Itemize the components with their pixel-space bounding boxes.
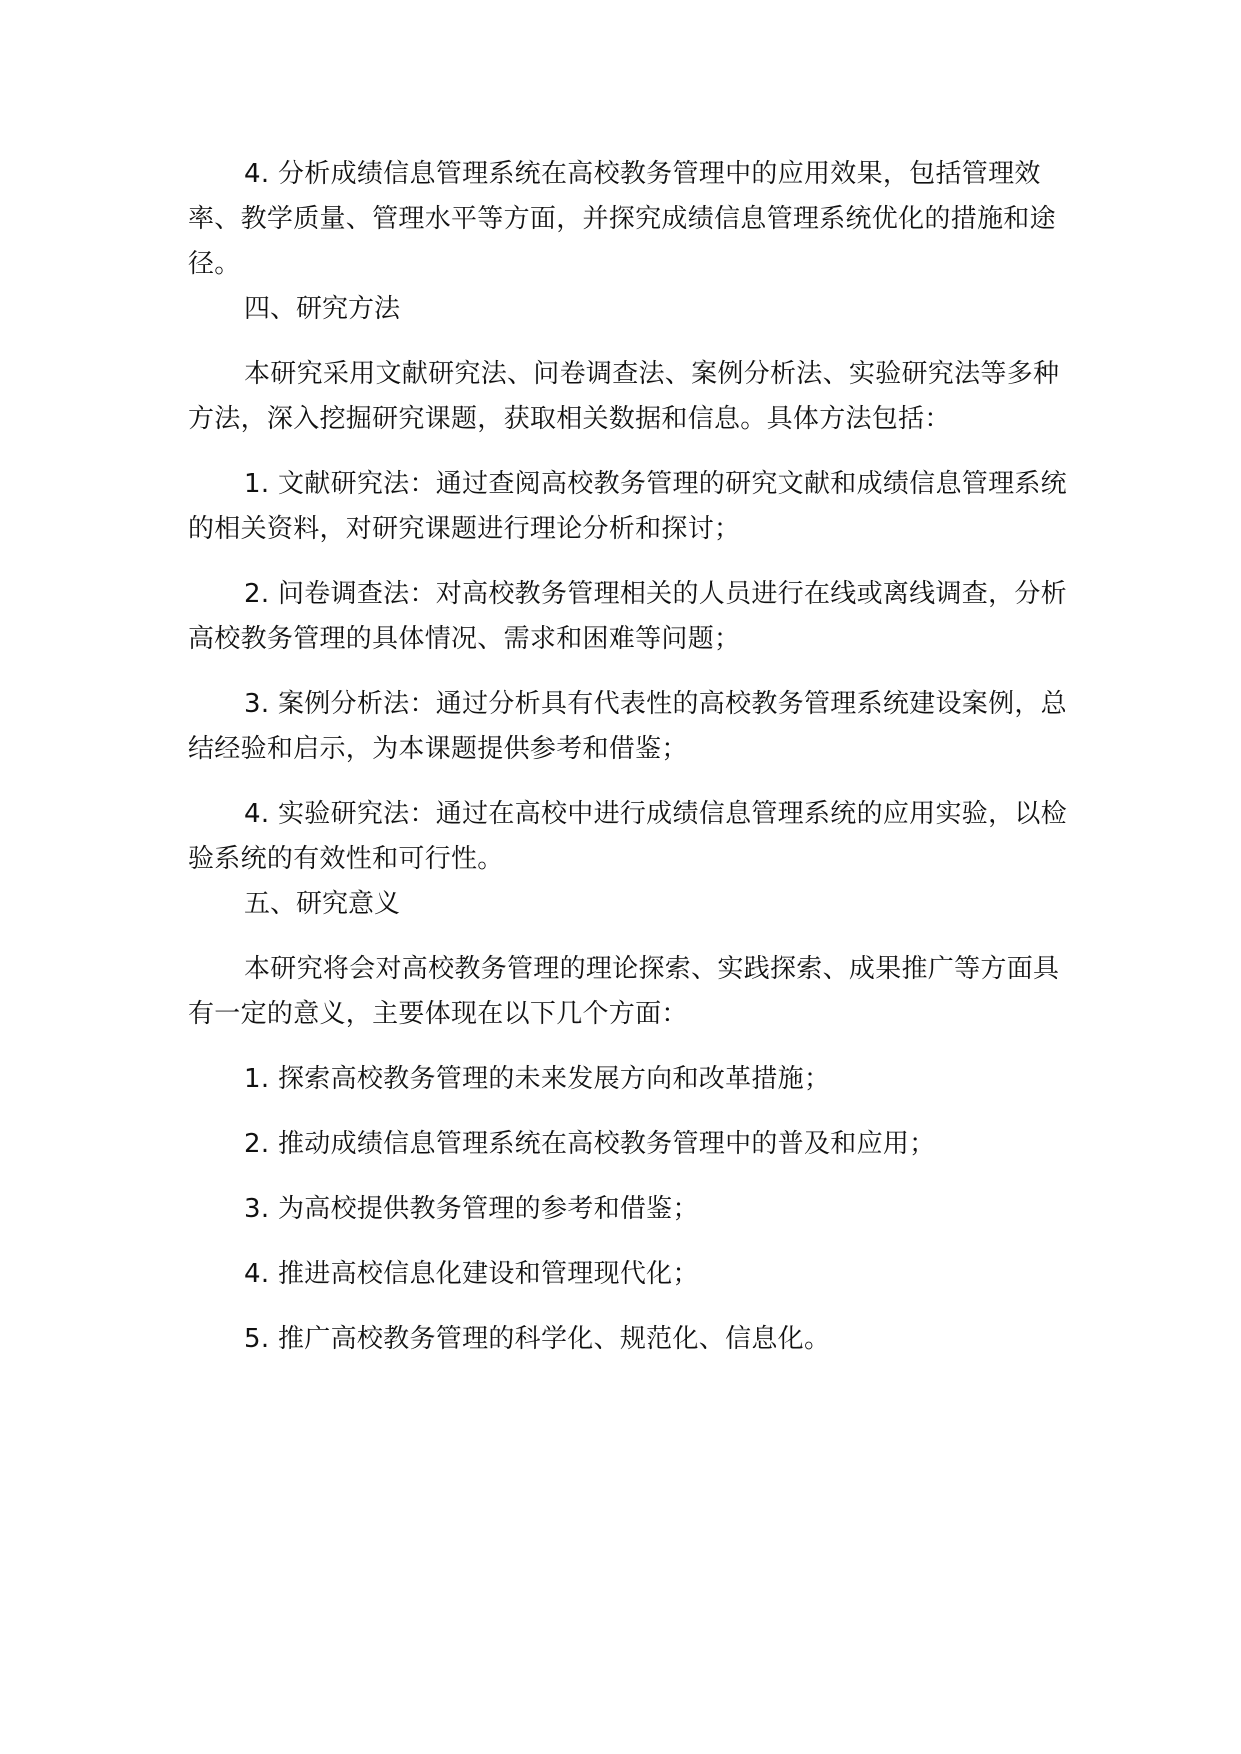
paragraph-significance-1: 1. 探索高校教务管理的未来发展方向和改革措施； — [244, 1064, 831, 1094]
paragraph-significance-intro: 本研究将会对高校教务管理的理论探索、实践探索、成果推广等方面具有一定的意义，主要体现在以下几个方面： — [188, 954, 1060, 1029]
document-body — [188, 152, 1068, 1362]
section-heading-research-significance: 五、研究意义 — [244, 889, 401, 919]
paragraph-item-4-analysis: 4. 分析成绩信息管理系统在高校教务管理中的应用效果，包括管理效率、教学质量、管理水平等方面，并探究成绩信息管理系统优化的措施和途径。 — [188, 159, 1056, 279]
paragraph-method-3-case: 3. 案例分析法：通过分析具有代表性的高校教务管理系统建设案例，总结经验和启示，为本课题提供参考和借鉴； — [188, 689, 1067, 764]
paragraph-method-2-survey: 2. 问卷调查法：对高校教务管理相关的人员进行在线或离线调查，分析高校教务管理的具体情况、需求和困难等问题； — [188, 579, 1067, 654]
paragraph-significance-5: 5. 推广高校教务管理的科学化、规范化、信息化。 — [244, 1324, 831, 1354]
paragraph-significance-4: 4. 推进高校信息化建设和管理现代化； — [244, 1259, 699, 1289]
paragraph-significance-3: 3. 为高校提供教务管理的参考和借鉴； — [244, 1194, 699, 1224]
paragraph-method-4-experiment: 4. 实验研究法：通过在高校中进行成绩信息管理系统的应用实验，以检验系统的有效性和可行性。 — [188, 799, 1067, 874]
paragraph-method-1-literature: 1. 文献研究法：通过查阅高校教务管理的研究文献和成绩信息管理系统的相关资料，对研究课题进行理论分析和探讨； — [188, 469, 1067, 544]
section-heading-research-methods: 四、研究方法 — [244, 294, 401, 324]
paragraph-methods-intro: 本研究采用文献研究法、问卷调查法、案例分析法、实验研究法等多种方法，深入挖掘研究课题，获取相关数据和信息。具体方法包括： — [188, 359, 1060, 434]
paragraph-significance-2: 2. 推动成绩信息管理系统在高校教务管理中的普及和应用； — [244, 1129, 936, 1159]
